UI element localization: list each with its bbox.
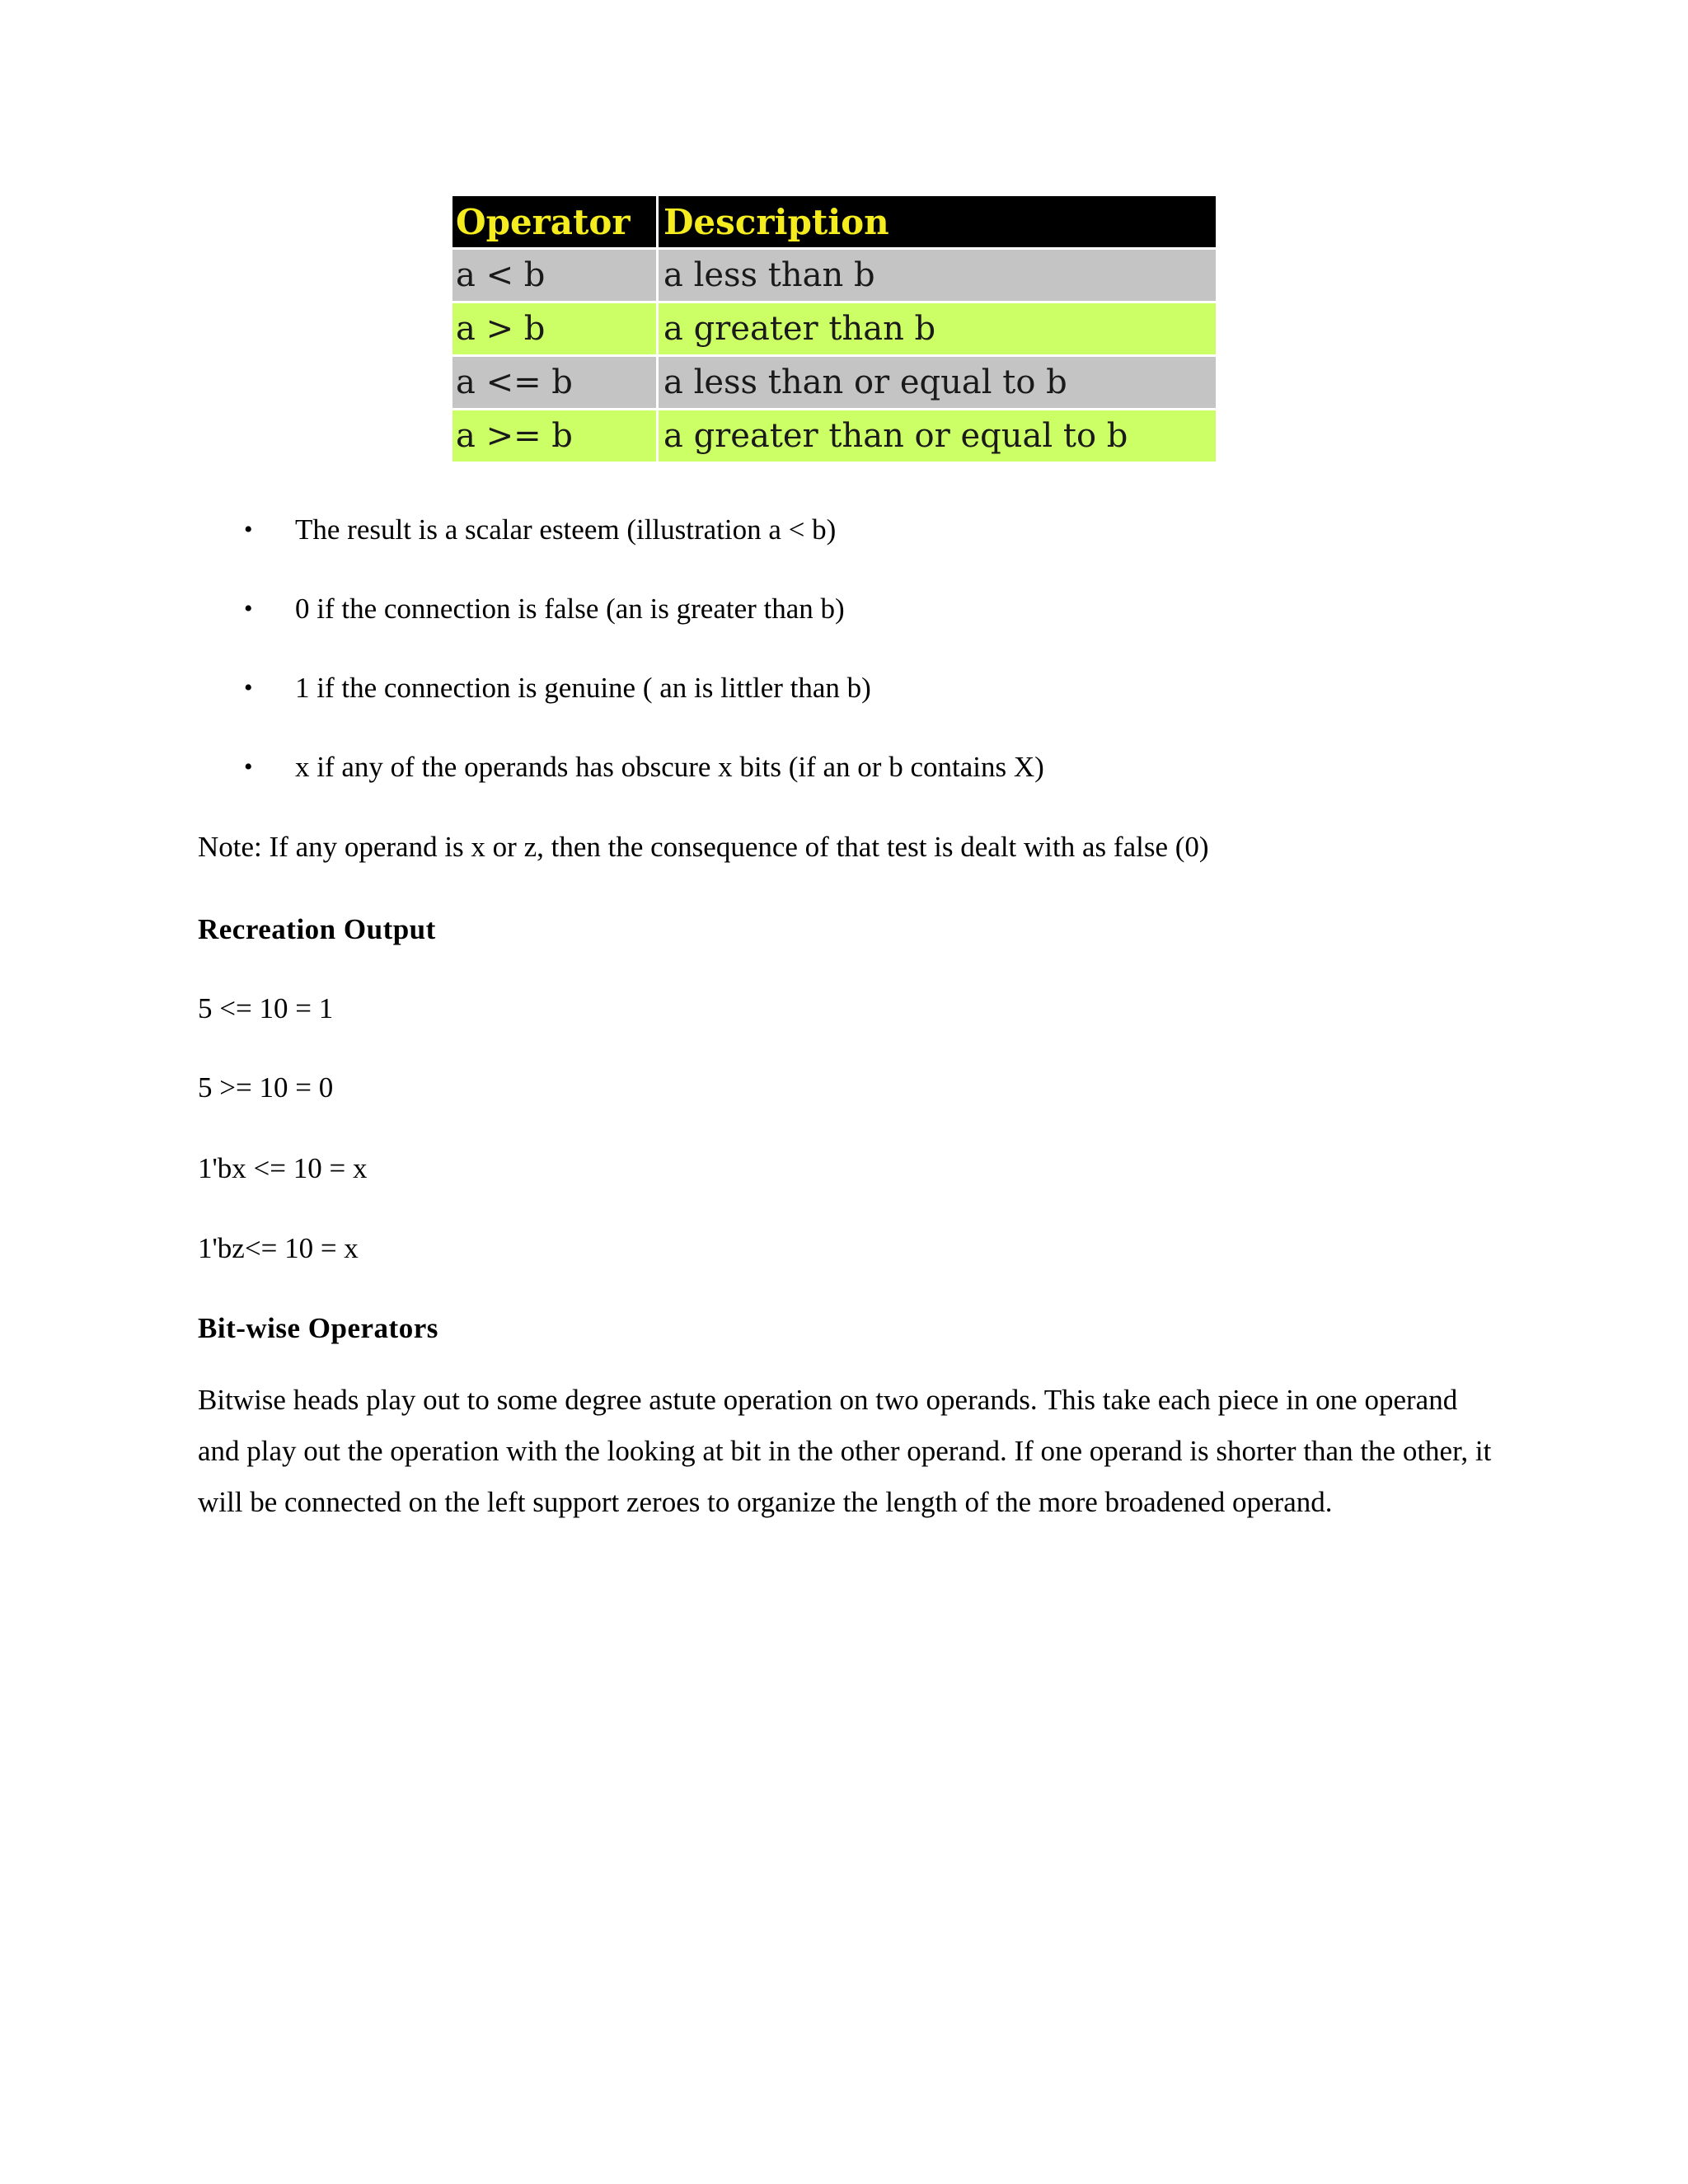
description-cell: a less than or equal to b <box>663 363 1067 401</box>
bullet-icon: • <box>244 674 253 701</box>
bullet-text: x if any of the operands has obscure x bits (if an or b contains X) <box>295 751 1044 783</box>
list-item <box>198 586 1517 665</box>
table-row <box>452 247 1216 301</box>
description-cell: a less than b <box>663 256 875 294</box>
note-text: Note: If any operand is x or z, then the consequence of that test is dealt with as false (0) <box>198 831 1209 863</box>
bitwise-paragraph: Bitwise heads play out to some degree astute operation on two operands. This take each piece in one operand and play out the operation with the looking at bit in the other operand. If one operand is shorter than the other, it will be connected on the left support zeroes to organize the length of the more broadened operand. <box>198 1384 1492 1518</box>
bullet-icon: • <box>244 516 253 543</box>
header-description: Description <box>663 201 889 242</box>
operator-cell: a > b <box>452 303 659 354</box>
output-line: 5 <= 10 = 1 <box>198 992 334 1024</box>
header-operator: Operator <box>452 196 659 247</box>
table-row <box>452 354 1216 408</box>
list-item <box>198 665 1517 744</box>
bullet-text: The result is a scalar esteem (illustration a < b) <box>295 513 837 546</box>
output-line: 5 >= 10 = 0 <box>198 1071 334 1104</box>
bullet-text: 0 if the connection is false (an is greater than b) <box>295 593 845 625</box>
operator-cell: a >= b <box>452 410 659 462</box>
table-row <box>452 301 1216 354</box>
description-cell: a greater than or equal to b <box>663 417 1128 455</box>
bullet-icon: • <box>244 595 253 622</box>
table-row <box>452 408 1216 462</box>
output-line: 1'bx <= 10 = x <box>198 1152 368 1184</box>
result-bullet-list <box>198 507 1517 823</box>
output-line: 1'bz<= 10 = x <box>198 1232 359 1264</box>
list-item <box>198 744 1517 823</box>
list-item <box>198 507 1517 586</box>
table-header-row <box>452 196 1216 247</box>
operator-cell: a <= b <box>452 357 659 408</box>
bullet-icon: • <box>244 753 253 780</box>
operator-cell: a < b <box>452 250 659 301</box>
heading-recreation-output: Recreation Output <box>198 913 436 945</box>
bullet-text: 1 if the connection is genuine ( an is littler than b) <box>295 672 871 704</box>
operator-table <box>452 196 1216 462</box>
description-cell: a greater than b <box>663 310 936 348</box>
heading-bitwise-operators: Bit-wise Operators <box>198 1312 438 1344</box>
